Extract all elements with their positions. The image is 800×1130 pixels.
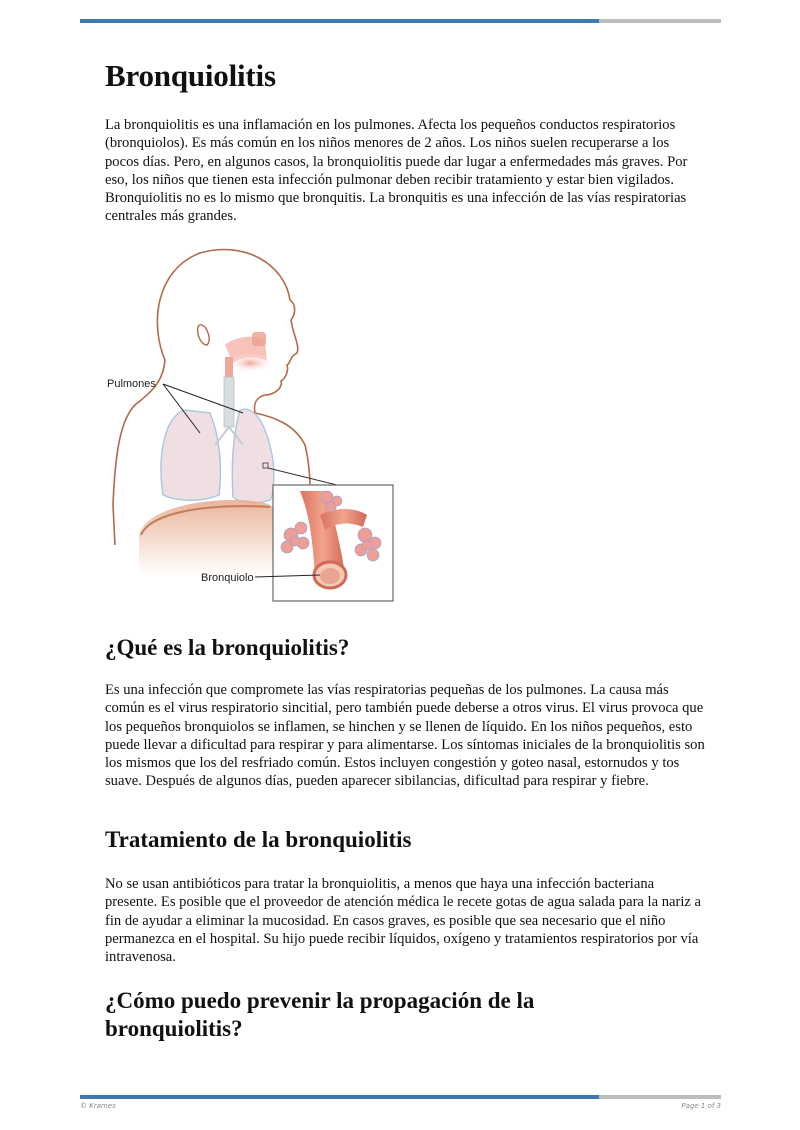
label-lungs: Pulmones [107, 378, 156, 390]
intro-paragraph: La bronquiolitis es una inflamación en los pulmones. Afecta los pequeños conductos respiratorios (bronquiolos). Es más común en los niños menores de 2 años. Los niños suelen recuperarse a los pocos días. Pero, en algunos casos, la bronquiolitis puede dar lugar a enfermedades más graves. Por eso, los niños que tienen esta infección pulmonar deben recibir tratamiento y estar bien vigilados. Bronquiolitis no es lo mismo que bronquitis. La bronquitis es una infección de las vías respiratorias centrales más grandes. [105, 117, 688, 225]
page-title: Bronquiolitis [105, 58, 276, 93]
right-lung [232, 409, 274, 503]
footer-bar-fill [80, 1095, 599, 1099]
progress-bar-track [599, 19, 721, 23]
section-heading-treatment: Tratamiento de la bronquiolitis [105, 827, 412, 852]
bronchiolitis-illustration [105, 245, 395, 605]
footer-bar-track [599, 1095, 721, 1099]
footer-progress-bar [80, 1095, 721, 1099]
footer-page-number: Page 1 of 3 [681, 1102, 721, 1110]
section-body-treatment: No se usan antibióticos para tratar la bronquiolitis, a menos que haya una infección bacteriana presente. Es posible que el proveedor de atención médica le recete gotas de agua salada para la nariz a fin de ayudar a eliminar la mucosidad. En casos graves, es posible que sea necesario que el niño permanezca en el hospital. Su hijo puede recibir líquidos, oxígeno y tratamientos respiratorios por vía intravenosa. [105, 876, 702, 966]
abdomen [139, 500, 273, 575]
trachea [225, 357, 233, 377]
section-heading-prevention: ¿Cómo puedo prevenir la propagación de la bronquiolitis? [105, 988, 535, 1041]
ear [198, 325, 210, 345]
label-bronchiole: Bronquiolo [201, 572, 254, 584]
progress-bar-fill [80, 19, 599, 23]
header-progress-bar [80, 19, 721, 23]
left-lung [161, 410, 220, 500]
section-heading-what-is: ¿Qué es la bronquiolitis? [105, 635, 350, 660]
document-content [105, 56, 705, 1041]
child-lungs-diagram [105, 245, 395, 605]
footer-copyright: © Krames [80, 1102, 116, 1110]
section-body-what-is: Es una infección que compromete las vías respiratorias pequeñas de los pulmones. La causa más común es el virus respiratorio sincitial, pero también puede deberse a otros virus. El virus provoca que los pequeños bronquiolos se inflamen, se hinchen y se llenen de líquido. En los niños pequeños, esto puede llevar a dificultad para respirar y para alimentarse. Los síntomas iniciales de la bronquiolitis son los mismos que los del resfriado común. Estos incluyen congestión y goteo nasal, estornudos y tos suave. Después de algunos días, pueden aparecer sibilancias, dificultad para respirar y fiebre. [105, 682, 705, 790]
